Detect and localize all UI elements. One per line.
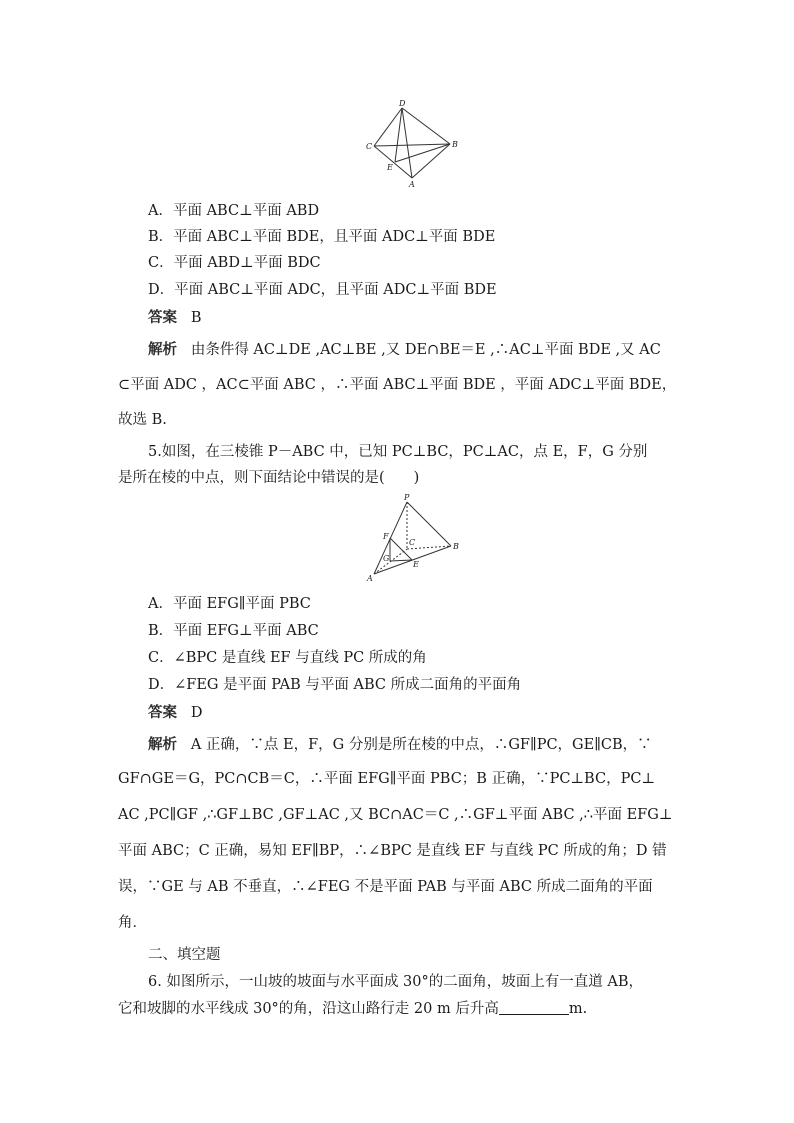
q5-analysis-line-3: AC ,PC∥GF ,∴GF⊥BC ,GF⊥AC ,又 BC∩AC＝C ,∴GF⊥平面 ABC ,∴平面 EFG⊥ xyxy=(118,807,673,823)
label-E: E xyxy=(413,560,419,569)
label-A: A xyxy=(409,180,415,189)
q5-analysis-line-4: 平面 ABC；C 正确，易知 EF∥BP，∴∠BPC 是直线 EF 与直线 PC 所成的角；D 错 xyxy=(118,843,667,859)
q4-answer-label: 答案 xyxy=(148,310,177,326)
q4-analysis-line-3: 故选 B. xyxy=(118,412,167,428)
q4-answer xyxy=(148,306,201,327)
q5-analysis-line-2: GF∩GE＝G，PC∩CB＝C，∴平面 EFG∥平面 PBC；B 正确，∵PC⊥BC，PC⊥ xyxy=(118,771,656,787)
label-E: E xyxy=(387,163,393,172)
q4-option-d: D．平面 ABC⊥平面 ADC，且平面 ADC⊥平面 BDE xyxy=(148,282,497,298)
label-C: C xyxy=(366,142,373,151)
q5-analysis-line-5: 误，∵GE 与 AB 不垂直，∴∠FEG 不是平面 PAB 与平面 ABC 所成二面角的平面 xyxy=(118,879,653,895)
q5-answer-value: D xyxy=(190,705,203,721)
q6-stem-line-1: 6. 如图所示，一山坡的坡面与水平面成 30°的二面角，坡面上有一直道 AB， xyxy=(148,974,643,990)
q5-analysis-label: 解析 xyxy=(148,737,177,753)
q6-answer-blank[interactable] xyxy=(499,1001,569,1015)
q5-analysis-text-1: A 正确，∵点 E，F，G 分别是所在棱的中点，∴GF∥PC，GE∥CB，∵ xyxy=(190,737,652,753)
q4-answer-value: B xyxy=(190,310,202,326)
q5-analysis-line-6: 角． xyxy=(118,915,147,931)
q5-analysis-line-1 xyxy=(148,733,652,754)
label-D: D xyxy=(399,99,406,108)
q5-option-a: A．平面 EFG∥平面 PBC xyxy=(148,596,311,612)
q5-option-d: D．∠FEG 是平面 PAB 与平面 ABC 所成二面角的平面角 xyxy=(148,677,522,693)
section-heading-fill-in: 二、填空题 xyxy=(148,947,221,963)
q4-option-b: B．平面 ABC⊥平面 BDE，且平面 ADC⊥平面 BDE xyxy=(148,229,496,245)
label-C: C xyxy=(409,538,416,547)
q6-stem-text-2: 它和坡脚的水平线成 30°的角，沿这山路行走 20 m 后升高 xyxy=(118,1001,499,1017)
q4-analysis-line-2: ⊂平面 ADC ，AC⊂平面 ABC ，∴平面 ABC⊥平面 BDE ，平面 ADC⊥平面 BDE， xyxy=(118,377,677,393)
q4-analysis-text-1: 由条件得 AC⊥DE ,AC⊥BE ,又 DE∩BE＝E ,∴AC⊥平面 BDE ,又 AC xyxy=(190,342,661,358)
label-P: P xyxy=(404,493,410,502)
q6-unit: m. xyxy=(568,1001,588,1017)
label-B: B xyxy=(452,140,458,149)
q5-answer-label: 答案 xyxy=(148,705,177,721)
label-G: G xyxy=(383,554,390,563)
figure-tetrahedron-dabc xyxy=(362,96,462,192)
label-B: B xyxy=(453,542,459,551)
q5-option-c: C．∠BPC 是直线 EF 与直线 PC 所成的角 xyxy=(148,650,427,666)
label-F: F xyxy=(383,532,389,541)
q5-stem-line-1: 5.如图，在三棱锥 P－ABC 中，已知 PC⊥BC，PC⊥AC，点 E，F，G 分别 xyxy=(148,444,648,460)
q5-option-b: B．平面 EFG⊥平面 ABC xyxy=(148,623,319,639)
q5-answer xyxy=(148,701,202,722)
q5-stem-line-2: 是所在棱的中点，则下面结论中错误的是( ) xyxy=(118,470,420,486)
label-A: A xyxy=(367,574,373,583)
q4-option-c: C．平面 ABD⊥平面 BDC xyxy=(148,255,321,271)
q4-analysis-label: 解析 xyxy=(148,342,177,358)
q6-stem-line-2 xyxy=(118,997,587,1018)
figure-pyramid-pabc xyxy=(366,490,466,586)
q4-analysis-line-1 xyxy=(148,338,661,359)
q4-option-a: A．平面 ABC⊥平面 ABD xyxy=(148,203,320,219)
